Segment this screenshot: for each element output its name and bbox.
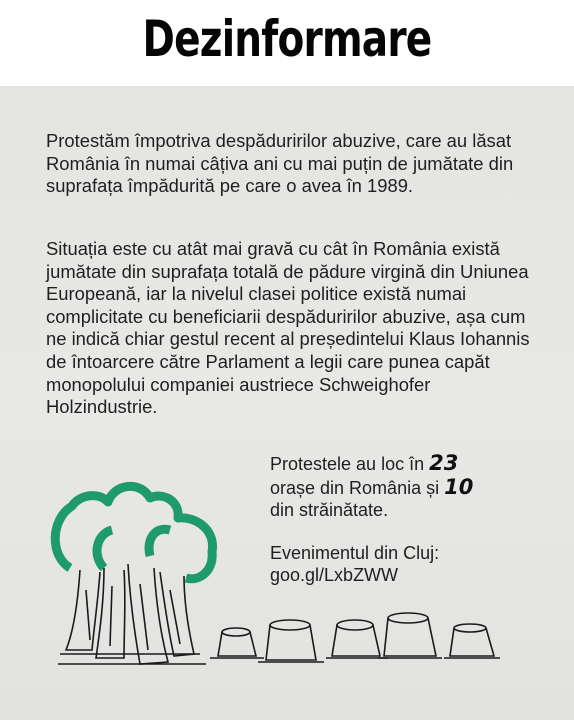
page-title: Dezinformare xyxy=(142,10,432,68)
protest-line-2: orașe din România și 10 xyxy=(270,474,474,499)
stump-3 xyxy=(326,620,388,658)
event-label: Evenimentul din Cluj: xyxy=(270,542,440,563)
paragraph-intro: Protestăm împotriva despăduririlor abuzive, care au lăsat România în numai câțiva ani cu mai puțin de jumătate din suprafața împădurită pe care o avea în 1989. xyxy=(46,130,514,197)
trees-and-stumps-illustration xyxy=(0,460,574,680)
stump-1 xyxy=(210,628,264,658)
tree-crowns xyxy=(55,486,212,578)
paragraph-situation: Situația este cu atât mai gravă cu cât în România există jumătate din suprafața totală de pădure virgină din Uniunea Europeană, iar la nivelul clasei politice există numai complicitate cu beneficiarii despăduririlor abuzive, așa cum ne indică chiar gestul recent al președintelui Klaus Iohannis de întoarcere către Parlament a legii care punea capăt monopolului companiei austriece Schweighofer Holzindustrie. xyxy=(46,238,530,418)
stump-2 xyxy=(258,620,324,662)
header xyxy=(0,0,574,86)
protest-line-1: Protestele au loc în 23 xyxy=(270,451,459,475)
protest-line-3: din străinătate. xyxy=(270,500,389,520)
stump-4 xyxy=(378,613,442,658)
tree-trunks xyxy=(58,564,206,664)
protest-count-romania: 23 xyxy=(429,451,459,475)
tree-stumps xyxy=(210,613,500,662)
stump-5 xyxy=(444,624,500,658)
protest-count-abroad: 10 xyxy=(444,474,474,499)
event-link[interactable]: goo.gl/LxbZWW xyxy=(270,565,399,585)
